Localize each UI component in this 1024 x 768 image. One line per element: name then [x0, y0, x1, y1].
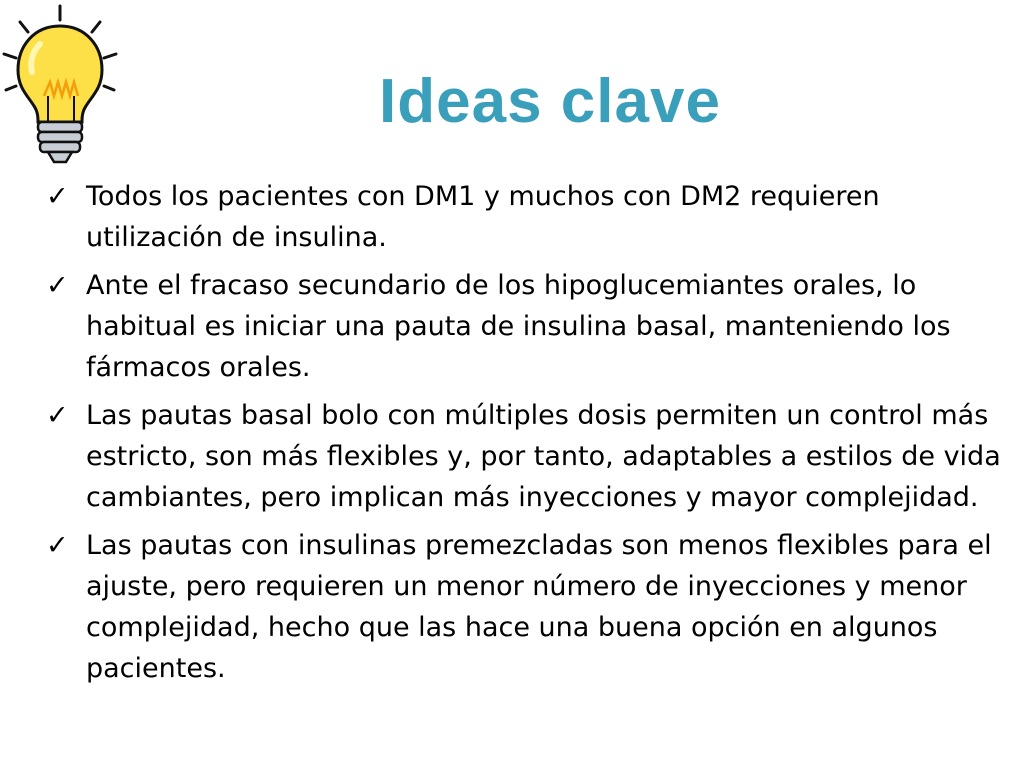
bullet-item [46, 176, 1012, 258]
bullet-item [46, 265, 1012, 388]
bullet-text: Las pautas basal bolo con múltiples dosis permiten un control más estricto, son más flexibles y, por tanto, adaptables a estilos de vida cambiantes, pero implican más inyecciones y mayor complejidad. [86, 400, 1001, 513]
bullet-text: Todos los pacientes con DM1 y muchos con DM2 requieren utilización de insulina. [86, 181, 880, 253]
slide-title: Ideas clave [379, 67, 721, 136]
bullet-text: Las pautas con insulinas premezcladas son menos flexibles para el ajuste, pero requieren un menor número de inyecciones y menor complejidad, hecho que las hace una buena opción en algunos pacientes. [86, 530, 992, 684]
check-icon: ✓ [46, 181, 69, 212]
bullet-text: Ante el fracaso secundario de los hipoglucemiantes orales, lo habitual es iniciar una pauta de insulina basal, manteniendo los fármacos orales. [86, 270, 951, 383]
check-icon: ✓ [46, 270, 69, 301]
bullet-item [46, 525, 1012, 689]
check-icon: ✓ [46, 400, 69, 431]
check-icon: ✓ [46, 530, 69, 561]
bullet-item [46, 395, 1012, 518]
lightbulb-icon [0, 0, 122, 168]
bullet-list [46, 176, 1012, 696]
